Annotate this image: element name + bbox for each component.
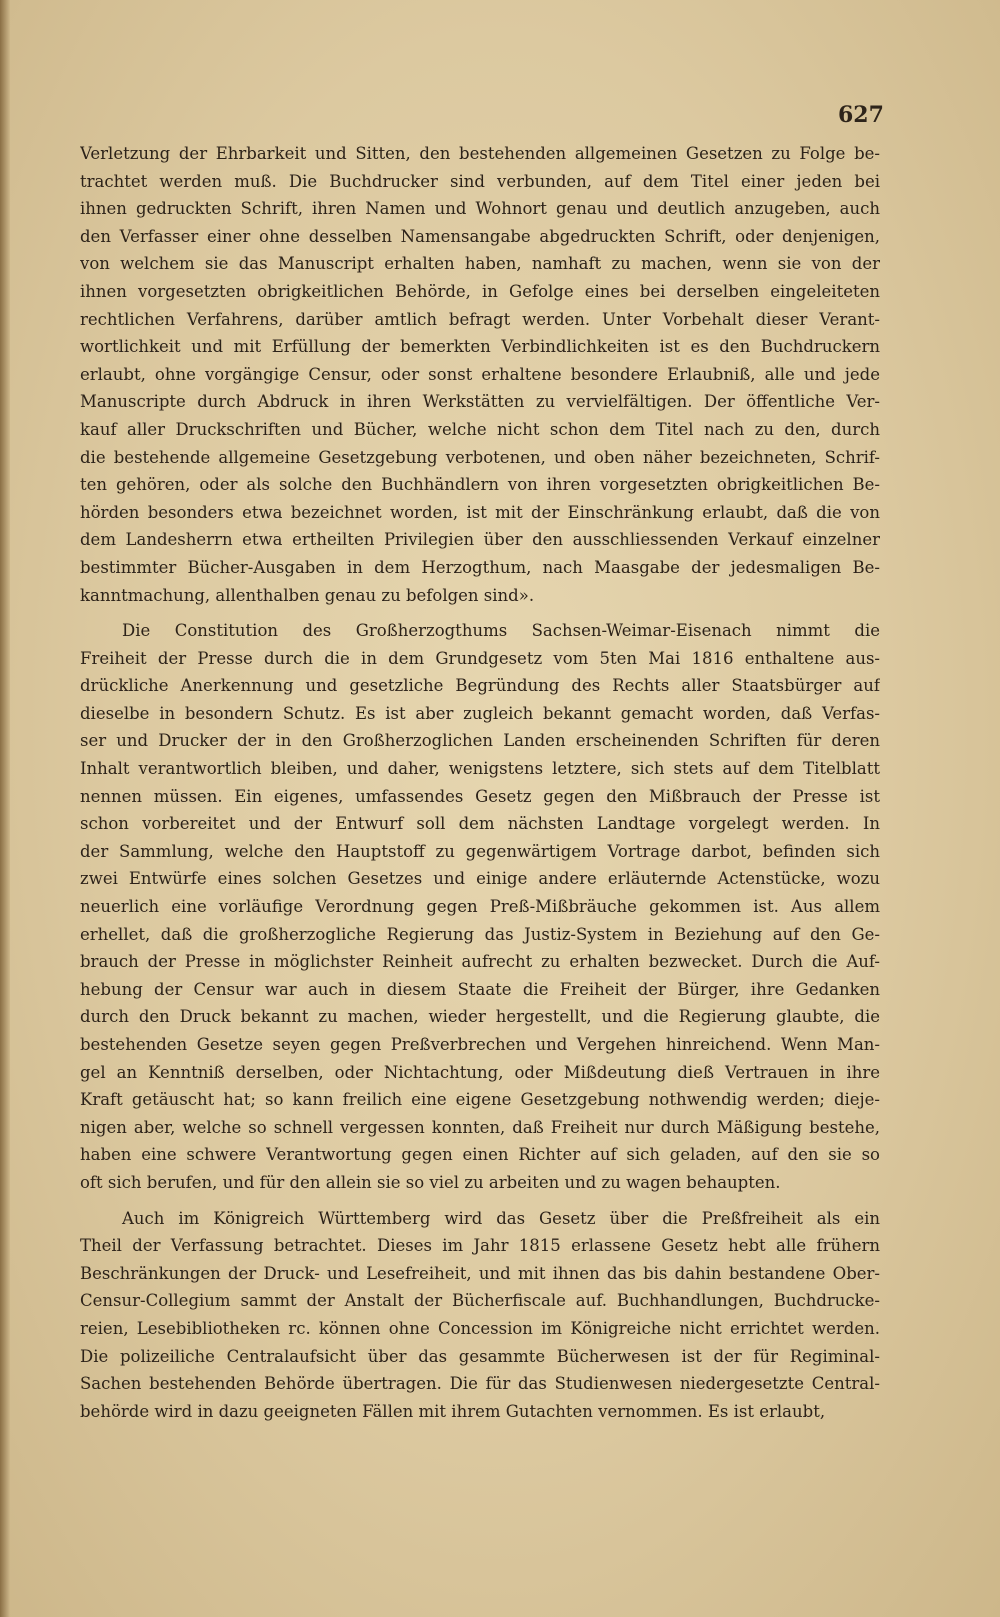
text-line: trachtet werden muß. Die Buchdrucker sind verbunden, auf dem Titel einer jeden bei — [80, 171, 880, 191]
text-line: nigen aber, welche so schnell vergessen konnten, daß Freiheit nur durch Mäßigung bestehe, — [80, 1117, 880, 1137]
text-line: ihnen gedruckten Schrift, ihren Namen und Wohnort genau und deutlich anzugeben, auch — [80, 199, 880, 219]
text-line: Auch im Königreich Württemberg wird das Gesetz über die Preßfreiheit als ein — [122, 1208, 880, 1228]
text-line: gel an Kenntniß derselben, oder Nichtachtung, oder Mißdeutung dieß Vertrauen in ihre — [80, 1062, 880, 1082]
text-line: Die Constitution des Großherzogthums Sachsen-Weimar-Eisenach nimmt die — [122, 621, 880, 641]
text-line: kanntmachung, allenthalben genau zu befolgen sind». — [80, 585, 535, 605]
text-line: erhellet, daß die großherzogliche Regierung das Justiz-System in Beziehung auf den Ge- — [80, 924, 880, 944]
text-line: ser und Drucker der in den Großherzoglichen Landen erscheinenden Schriften für deren — [80, 731, 880, 751]
text-line: der Sammlung, welche den Hauptstoff zu gegenwärtigem Vortrage darbot, befinden sich — [80, 841, 880, 861]
text-line: Censur-Collegium sammt der Anstalt der Bücherfiscale auf. Buchhandlungen, Buchdrucke- — [80, 1291, 880, 1311]
text-line: Freiheit der Presse durch die in dem Grundgesetz vom 5ten Mai 1816 enthaltene aus- — [80, 648, 880, 668]
text-line: Verletzung der Ehrbarkeit und Sitten, den bestehenden allgemeinen Gesetzen zu Folge be- — [80, 144, 880, 163]
text-line: nennen müssen. Ein eigenes, umfassendes Gesetz gegen den Mißbrauch der Presse ist — [80, 786, 880, 806]
text-line: Kraft getäuscht hat; so kann freilich eine eigene Gesetzgebung nothwendig werden; dieje- — [80, 1090, 880, 1110]
text-line: wortlichkeit und mit Erfüllung der bemerkten Verbindlichkeiten ist es den Buchdruckern — [80, 337, 880, 357]
text-line: Sachen bestehenden Behörde übertragen. Die für das Studienwesen niedergesetzte Central- — [80, 1374, 880, 1394]
text-line: haben eine schwere Verantwortung gegen einen Richter auf sich geladen, auf den sie so — [80, 1145, 880, 1165]
text-line: Manuscripte durch Abdruck in ihren Werkstätten zu vervielfältigen. Der öffentliche Ver- — [80, 392, 880, 412]
text-line: bestehenden Gesetze seyen gegen Preßverbrechen und Vergehen hinreichend. Wenn Man- — [80, 1035, 880, 1054]
text-line: hörden besonders etwa bezeichnet worden, ist mit der Einschränkung erlaubt, daß die von — [80, 502, 880, 522]
page-number: 627 — [838, 102, 884, 128]
text-line: die bestehende allgemeine Gesetzgebung verbotenen, und oben näher bezeichneten, Schrif- — [80, 447, 880, 467]
text-line: ten gehören, oder als solche den Buchhändlern von ihren vorgesetzten obrigkeitlichen Be- — [80, 475, 880, 495]
text-line: bestimmter Bücher-Ausgaben in dem Herzogthum, nach Maasgabe der jedesmaligen Be- — [80, 557, 880, 577]
text-line: reien, Lesebibliotheken rc. können ohne Concession im Königreiche nicht errichtet werden. — [80, 1318, 880, 1338]
paragraph — [80, 1205, 880, 1426]
text-line: rechtlichen Verfahrens, darüber amtlich befragt werden. Unter Vorbehalt dieser Verant- — [80, 309, 880, 329]
text-line: kauf aller Druckschriften und Bücher, welche nicht schon dem Titel nach zu den, durch — [80, 419, 880, 439]
text-line: den Verfasser einer ohne desselben Namensangabe abgedruckten Schrift, oder denjenigen, — [80, 226, 880, 246]
text-line: schon vorbereitet und der Entwurf soll dem nächsten Landtage vorgelegt werden. In — [80, 814, 880, 834]
text-line: von welchem sie das Manuscript erhalten haben, namhaft zu machen, wenn sie von der — [80, 254, 880, 274]
text-line: behörde wird in dazu geeigneten Fällen mit ihrem Gutachten vernommen. Es ist erlaubt, — [80, 1401, 826, 1421]
text-line: ihnen vorgesetzten obrigkeitlichen Behörde, in Gefolge eines bei derselben eingeleiteten — [80, 281, 880, 301]
text-line: neuerlich eine vorläufige Verordnung gegen Preß-Mißbräuche gekommen ist. Aus allem — [80, 897, 880, 917]
body-text — [80, 140, 880, 1433]
text-line: erlaubt, ohne vorgängige Censur, oder sonst erhaltene besondere Erlaubniß, alle und jede — [80, 364, 880, 384]
text-line: hebung der Censur war auch in diesem Staate die Freiheit der Bürger, ihre Gedanken — [80, 979, 880, 999]
text-line: dem Landesherrn etwa ertheilten Privilegien über den ausschliessenden Verkauf einzelner — [80, 530, 880, 550]
text-line: dieselbe in besondern Schutz. Es ist aber zugleich bekannt gemacht worden, daß Verfas- — [80, 703, 880, 723]
text-line: zwei Entwürfe eines solchen Gesetzes und einige andere erläuternde Actenstücke, wozu — [80, 869, 880, 889]
text-line: Inhalt verantwortlich bleiben, und daher, wenigstens letztere, sich stets auf dem Titelblatt — [80, 759, 880, 779]
text-line: brauch der Presse in möglichster Reinheit aufrecht zu erhalten bezwecket. Durch die Auf- — [80, 952, 880, 972]
text-line: durch den Druck bekannt zu machen, wieder hergestellt, und die Regierung glaubte, die — [80, 1007, 880, 1027]
page-binding-edge — [0, 0, 10, 1617]
paragraph — [80, 617, 880, 1196]
text-line: drückliche Anerkennung und gesetzliche Begründung des Rechts aller Staatsbürger auf — [80, 676, 880, 696]
text-line: Beschränkungen der Druck- und Lesefreiheit, und mit ihnen das bis dahin bestandene Ober- — [80, 1263, 880, 1283]
text-line: oft sich berufen, und für den allein sie so viel zu arbeiten und zu wagen behaupten. — [80, 1172, 781, 1192]
paragraph — [80, 140, 880, 609]
text-line: Die polizeiliche Centralaufsicht über das gesammte Bücherwesen ist der für Regiminal- — [80, 1346, 880, 1366]
text-line: Theil der Verfassung betrachtet. Dieses im Jahr 1815 erlassene Gesetz hebt alle frühern — [80, 1236, 880, 1256]
